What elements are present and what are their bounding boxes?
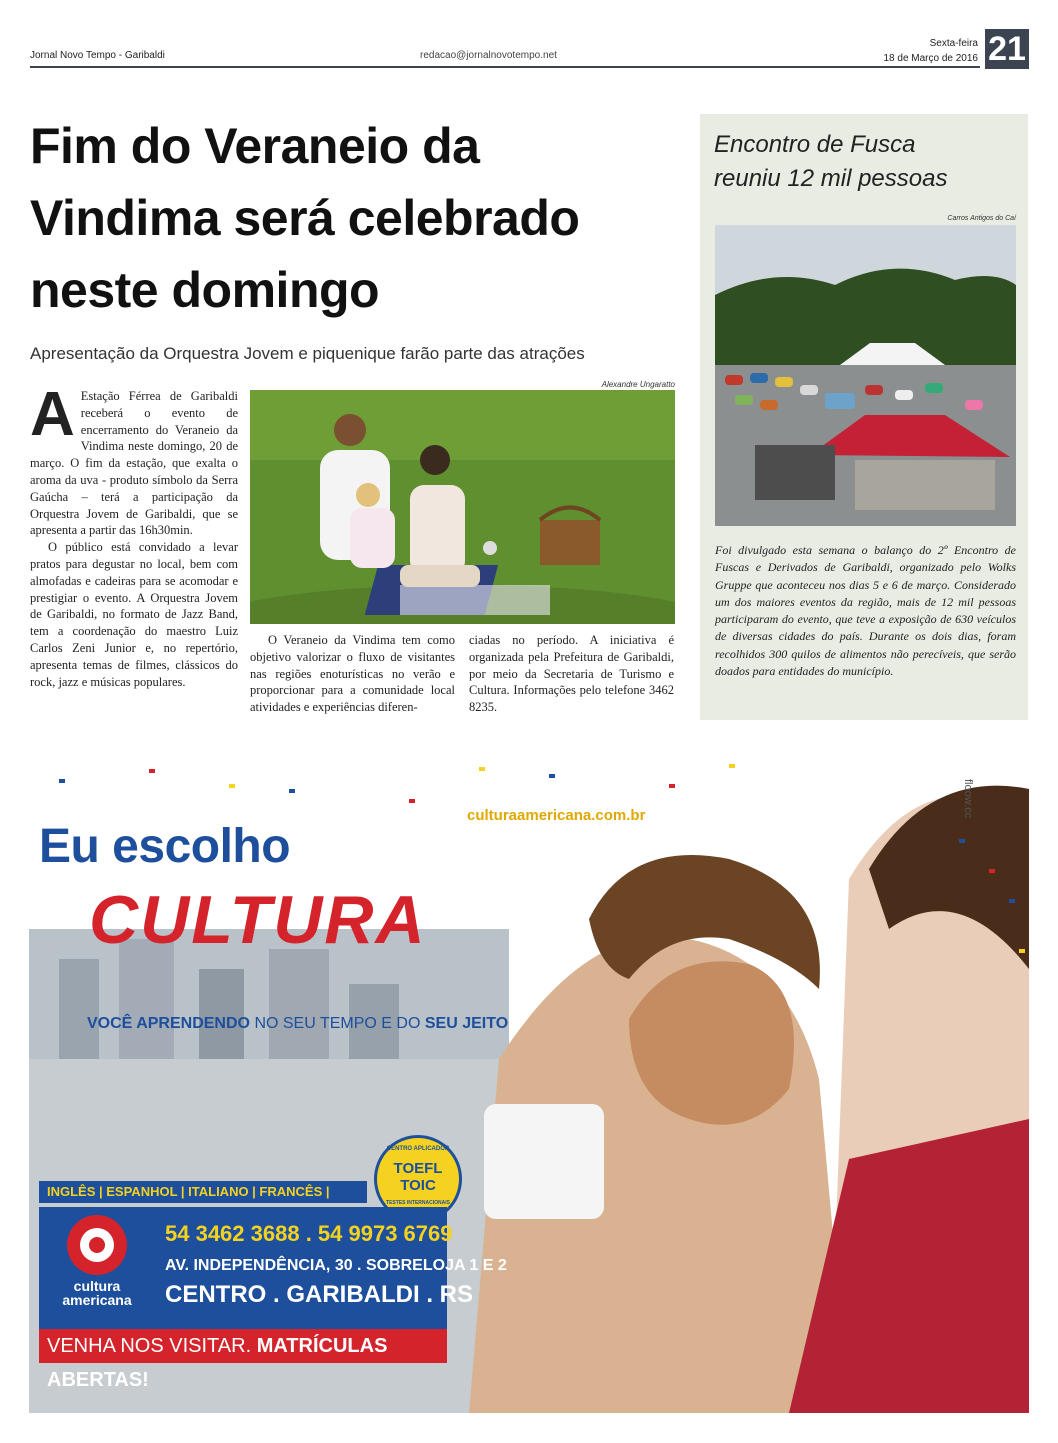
picnic-photo xyxy=(250,390,675,624)
ad-city: CENTRO . GARIBALDI . RS xyxy=(165,1281,474,1308)
drop-cap: A xyxy=(30,380,75,449)
ad-agency: floow.cc xyxy=(962,779,974,819)
ad-headline-line-2: CULTURA xyxy=(89,882,427,958)
ad-tagline-a: VOCÊ APRENDENDO xyxy=(87,1015,250,1032)
ad-headline-line-1: Eu escolho xyxy=(39,820,291,873)
sidebar-title-line-2: reuniu 12 mil pessoas xyxy=(714,165,948,192)
issue-date xyxy=(868,36,978,66)
article-column-1 xyxy=(30,380,238,690)
logo-line-2: americana xyxy=(62,1292,132,1308)
page-number: 21 xyxy=(985,29,1029,69)
seal-top-text: CENTRO APLICADOR xyxy=(386,1146,450,1152)
article-paragraph-4: ciadas no período. A iniciativa é organizada pela Prefeitura de Garibaldi, por meio da Secretaria de Turismo e Cultura. Informações pelo telefone 3462 8235. xyxy=(469,633,674,715)
cultura-logo-text xyxy=(47,1279,147,1307)
ad-cta[interactable] xyxy=(39,1329,447,1391)
ad-tagline xyxy=(87,1015,508,1033)
ad-cta-a: VENHA NOS VISITAR. xyxy=(47,1335,252,1357)
sidebar-title-line-1: Encontro de Fusca xyxy=(714,131,916,158)
weekday: Sexta-feira xyxy=(929,38,978,49)
ad-languages: INGLÊS | ESPANHOL | ITALIANO | FRANCÊS | xyxy=(39,1181,367,1203)
article-paragraph-2: O público está convidado a levar pratos para degustar no local, bem com almofadas e cadeiras para se acomodar e prestigiar o evento. A Orquestra Jovem de Garibaldi, no formato de Jazz Band, tem a coordenação do maestro Luiz Carlos Zeni Junior e, no repertório, apresenta temas de filmes, clássicos do rock, jazz e músicas populares. xyxy=(30,540,238,689)
photo-credit: Alexandre Ungaratto xyxy=(601,380,675,389)
article-paragraph-3: O Veraneio da Vindima tem como objetivo valorizar o fluxo de visitantes nas regiões enoturísticas no verão e proporcionar para a comunidade local atividades e experiências diferen- xyxy=(250,633,455,715)
advertisement[interactable] xyxy=(29,759,1029,1413)
seal-toic: TOIC xyxy=(400,1177,436,1194)
fusca-event-photo xyxy=(715,225,1016,526)
ad-tagline-c: SEU JEITO xyxy=(424,1015,509,1032)
ad-website[interactable]: culturaamericana.com.br xyxy=(467,807,646,824)
publication-name: Jornal Novo Tempo - Garibaldi xyxy=(30,50,165,61)
sidebar-text: Foi divulgado esta semana o balanço do 2º Encontro de Fuscas e Derivados de Garibaldi, organizado pelo Wolks Gruppe que aconteceu nos dias 5 e 6 de março. Considerado um dos maiores eventos da região, mais de 12 mil pessoas participaram do evento, que teve a exposição de 630 veículos de diversas cidades do país. Durante os dois dias, foram recolhidos 300 quilos de alimentos não perecíveis, que serão doados para entidades do município. xyxy=(715,543,1016,679)
cultura-logo-icon xyxy=(67,1215,127,1275)
sidebar-title xyxy=(714,128,1014,196)
fusca-illustration xyxy=(715,225,1016,526)
picnic-illustration xyxy=(250,390,675,624)
date: 18 de Março de 2016 xyxy=(883,53,978,64)
ad-address: AV. INDEPENDÊNCIA, 30 . SOBRELOJA 1 E 2 xyxy=(165,1257,507,1274)
sidebar-photo-credit: Carros Antigos do Caí xyxy=(947,215,1016,222)
seal-bottom-text: TESTES INTERNACIONAIS xyxy=(386,1200,450,1206)
article-column-3 xyxy=(469,632,674,716)
seal-toefl: TOEFL xyxy=(393,1160,443,1177)
ad-tagline-b: NO SEU TEMPO E DO xyxy=(254,1015,421,1032)
contact-email[interactable]: redacao@jornalnovotempo.net xyxy=(420,50,557,61)
header-rule xyxy=(30,66,980,68)
ad-cta-b: MATRÍCULAS ABERTAS! xyxy=(47,1335,388,1391)
ad-phones[interactable]: 54 3462 3688 . 54 9973 6769 xyxy=(165,1221,453,1246)
article-subhead: Apresentação da Orquestra Jovem e piquenique farão parte das atrações xyxy=(30,344,585,363)
article-paragraph-1: Estação Férrea de Garibaldi receberá o evento de encerramento do Veraneio da Vindima neste domingo, 20 de março. O fim da estação, que exalta o aroma da uva - produto símbolo da Serra Gaúcha – terá a participação da Orquestra Jovem de Garibaldi, que se apresenta a partir das 16h30min. xyxy=(30,389,238,538)
logo-line-1: cultura xyxy=(73,1278,121,1294)
article-headline: Fim do Veraneio da Vindima será celebrado neste domingo xyxy=(30,118,580,318)
article-column-2 xyxy=(250,632,455,716)
